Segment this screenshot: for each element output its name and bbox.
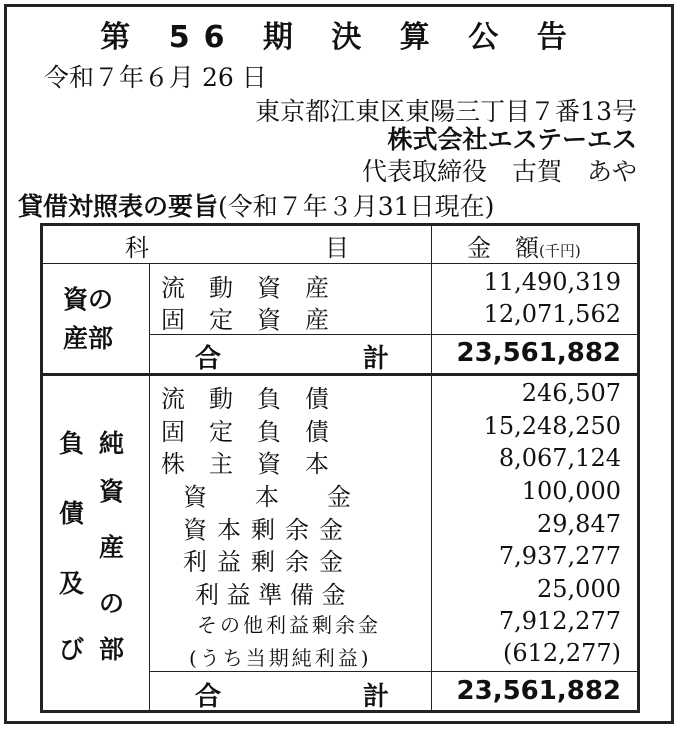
liab-total-label-2: 計: [363, 682, 390, 712]
representative: 代表取締役 古賀 あや: [361, 157, 637, 186]
liab-item-amount: 100,000: [521, 477, 621, 505]
liab-item-amount: 7,937,277: [498, 542, 621, 570]
asset-item-label: 流 動 資 産: [161, 274, 329, 302]
liab-total-amount: 23,561,882: [456, 676, 621, 706]
header-unit: (千円): [539, 242, 581, 260]
liab-section-char: 及: [59, 569, 85, 598]
header-subject-1: 科: [125, 234, 149, 262]
liab-section-char: び: [59, 635, 85, 664]
liab-item-amount: 7,912,277: [498, 607, 621, 635]
liab-item-amount: 246,507: [521, 379, 621, 407]
liabilities-total-divider: [149, 671, 637, 672]
liab-item-label: その他利益剰余金: [197, 613, 381, 637]
liab-item-label: 資 本 金: [183, 483, 351, 511]
liab-item-label: 利益剰余金: [183, 548, 353, 576]
liab-item-amount: 29,847: [537, 510, 621, 538]
liab-section-char: 産: [99, 533, 125, 562]
liab-item-amount: 8,067,124: [498, 444, 621, 472]
notice-date: 令和７年６月 26 日: [44, 63, 267, 92]
section-heading: [18, 187, 494, 223]
liab-item-label: 資本剰余金: [183, 516, 353, 544]
assets-total-label-1: 合: [195, 344, 222, 374]
liab-section-char: の: [99, 589, 125, 618]
liab-item-label: 株 主 資 本: [161, 450, 329, 478]
assets-section-label-2: 産部: [63, 324, 114, 353]
liab-section-char: 部: [99, 635, 125, 664]
amount-column-divider: [431, 226, 432, 710]
assets-total-label-2: 計: [363, 344, 390, 374]
liab-total-label-1: 合: [195, 682, 222, 712]
company-name: 株式会社エステーエス: [387, 125, 637, 154]
liab-section-char: 債: [59, 499, 85, 528]
balance-sheet-table: [40, 223, 640, 713]
liab-section-char: 資: [99, 477, 125, 506]
header-divider: [43, 263, 637, 264]
liab-item-label: 固 定 負 債: [161, 418, 329, 446]
heading-main: 貸借対照表の要旨: [18, 192, 219, 221]
liab-item-label: 流 動 負 債: [161, 385, 329, 413]
liab-item-label: 利 益 準 備 金: [195, 581, 346, 609]
notice-title: 第 56 期 決 算 公 告: [100, 20, 581, 55]
assets-section-label-1: 資の: [63, 285, 114, 314]
section-column-divider: [149, 264, 150, 710]
asset-item-amount: 11,490,319: [483, 268, 621, 296]
liab-item-amount: (612,277): [503, 639, 621, 667]
liab-item-amount: 15,248,250: [483, 412, 621, 440]
asset-item-amount: 12,071,562: [483, 300, 621, 328]
header-subject-2: 目: [325, 234, 349, 262]
liab-item-amount: 25,000: [537, 575, 621, 603]
heading-date: (令和７年３月31日現在): [218, 192, 495, 221]
liab-section-char: 純: [99, 429, 125, 458]
assets-total-amount: 23,561,882: [456, 338, 621, 368]
assets-section-divider: [43, 373, 637, 376]
liab-item-label: (うち当期純利益): [189, 646, 372, 670]
company-address: 東京都江東区東陽三丁目７番13号: [255, 97, 637, 126]
header-amount-label: 金 額: [467, 234, 539, 262]
asset-item-label: 固 定 資 産: [161, 306, 329, 334]
liab-section-char: 負: [59, 429, 85, 458]
header-amount: [467, 228, 581, 263]
